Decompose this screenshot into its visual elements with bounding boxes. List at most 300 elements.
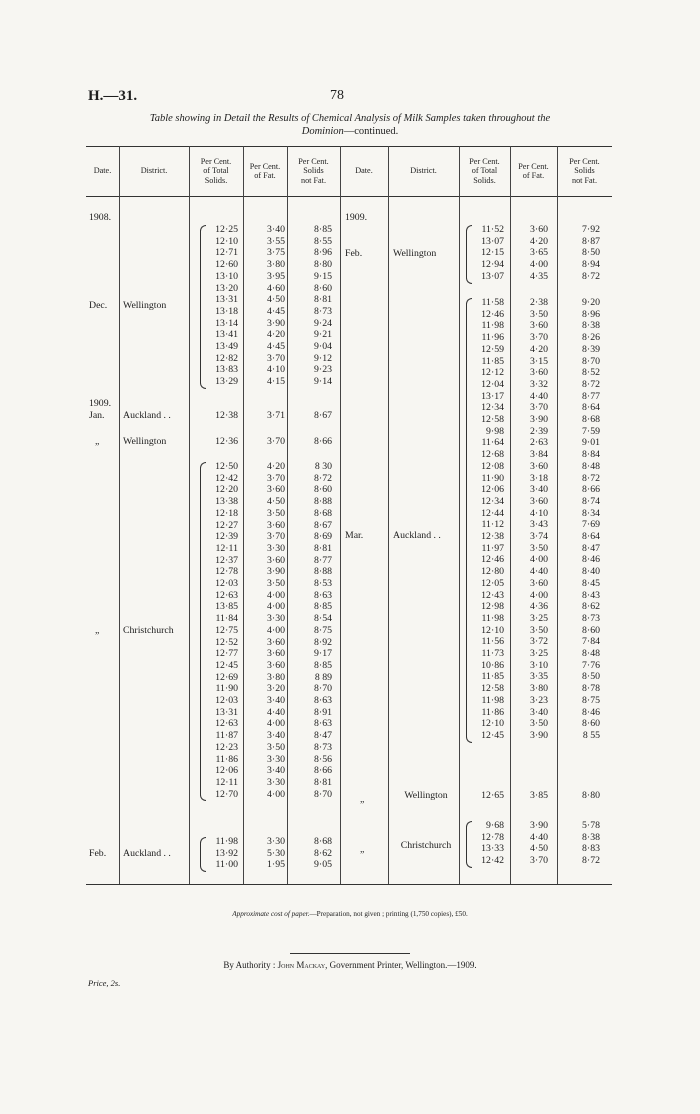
left-solids-not-fat-value: 8·60: [314, 484, 332, 496]
left-fat-value: 3·40: [267, 224, 285, 235]
column-rule: [459, 146, 460, 884]
left-fat-value: 4·20: [267, 329, 285, 341]
left-solids-not-fat-value: 8·73: [314, 741, 332, 753]
right-fat-value: 3·70: [530, 855, 548, 867]
table-top-rule: [86, 146, 612, 147]
right-fat-value: 3·65: [530, 247, 548, 259]
left-total-solids-value: 12·20: [215, 484, 238, 496]
right-total-solids-value: 12·68: [481, 449, 504, 461]
left-total-solids-value: 12·23: [215, 741, 238, 753]
right-total-solids-value: 9·98: [486, 425, 504, 437]
left-total-solids-value: 13·85: [215, 601, 238, 613]
left-solids-not-fat-value: 9·15: [314, 270, 332, 282]
right-fat-value: 3·74: [530, 531, 548, 542]
right-total-solids-value: 11·98: [481, 612, 504, 624]
right-fat-value: 3·85: [530, 790, 548, 801]
price: Price, 2s.: [88, 978, 121, 988]
right-fat-value: 3·70: [530, 332, 548, 344]
right-total-solids-value: 12·45: [481, 729, 504, 741]
right-fat-value: 3·43: [530, 519, 548, 531]
right-fat-value: 3·60: [530, 367, 548, 379]
left-fat-value: 4·15: [267, 376, 285, 388]
left-fat-value: 3·70: [267, 352, 285, 364]
right-fat-value: 4·20: [530, 235, 548, 247]
right-total-solids-value: 12·44: [481, 507, 504, 519]
right-fat-value: 3·72: [530, 636, 548, 648]
left-total-solids-value: 13·31: [215, 294, 238, 306]
left-month-jan: Jan.: [89, 410, 105, 421]
right-solids-not-fat-value: 8·64: [582, 531, 600, 542]
left-fat-value: 3·95: [267, 270, 285, 282]
right-fat-value: 4·10: [530, 507, 548, 519]
left-total-solids-value: 12·60: [215, 259, 238, 271]
right-fat-value: 2·39: [530, 425, 548, 437]
left-solids-not-fat-value: 8·96: [314, 247, 332, 259]
right-solids-not-fat-value: 8·52: [582, 367, 600, 379]
left-fat-value: 3·80: [267, 259, 285, 271]
left-fat-value: 4·20: [267, 461, 285, 472]
left-total-solids-value: 12·38: [215, 410, 238, 421]
right-fat-value: 2·63: [530, 437, 548, 449]
right-district-christchurch: Christchurch: [400, 840, 452, 851]
left-total-solids-value: 11·00: [215, 859, 238, 871]
right-total-solids-value: 13·17: [481, 390, 504, 402]
left-solids-not-fat-value: 8·75: [314, 624, 332, 636]
right-fat-value: 3·40: [530, 706, 548, 718]
left-solids-not-fat-value: 9·12: [314, 352, 332, 364]
right-solids-not-fat-value: 5·78: [582, 820, 600, 831]
left-solids-not-fat-value: 8·53: [314, 578, 332, 589]
right-fat-value: 4·40: [530, 566, 548, 578]
left-total-solids-value: 11·87: [215, 730, 238, 742]
left-total-solids-value: 13·92: [215, 847, 238, 859]
right-solids-not-fat-value: 8·48: [582, 648, 600, 659]
right-total-solids-value: 11·90: [481, 472, 504, 484]
right-header-fat: Per Cent. of Fat.: [518, 161, 549, 180]
left-solids-not-fat-value: 8·85: [314, 601, 332, 613]
left-solids-not-fat-value: 8·67: [314, 410, 332, 421]
right-solids-not-fat-value: 8·39: [582, 343, 600, 355]
left-solids-not-fat-value: 8·81: [314, 542, 332, 554]
column-rule: [388, 146, 389, 884]
left-solids-not-fat-value: 8·62: [314, 847, 332, 859]
left-total-solids-value: 13·10: [215, 270, 238, 282]
right-header-date: Date.: [355, 166, 373, 176]
left-year-1908: 1908.: [89, 212, 112, 223]
left-group-brace: [200, 462, 206, 801]
right-solids-not-fat-value: 8 55: [582, 729, 600, 741]
right-total-solids-value: 12·15: [481, 247, 504, 259]
left-solids-not-fat-value: 8·56: [314, 753, 332, 765]
right-total-solids-value: 13·33: [481, 843, 504, 855]
left-district-feb-auckland: Auckland . .: [123, 848, 171, 859]
left-solids-not-fat-value: 8·63: [314, 589, 332, 601]
right-fat-value: 4·35: [530, 270, 548, 282]
left-total-solids-value: 12·45: [215, 659, 238, 671]
left-fat-value: 3·60: [267, 484, 285, 496]
right-total-solids-value: 12·98: [481, 601, 504, 613]
right-total-solids-value: 11·12: [481, 519, 504, 531]
left-fat-value: 3·50: [267, 578, 285, 589]
left-fat-value: 5·30: [267, 847, 285, 859]
left-total-solids-value: 12·82: [215, 352, 238, 364]
left-fat-value: 4·10: [267, 364, 285, 376]
right-solids-not-fat-value: 8·72: [582, 855, 600, 867]
column-rule: [557, 146, 558, 884]
right-solids-not-fat-value: 8·74: [582, 495, 600, 507]
right-solids-not-fat-value: 8·83: [582, 843, 600, 855]
right-total-solids-value: 12·34: [481, 495, 504, 507]
left-solids-not-fat-value: 8·85: [314, 224, 332, 235]
right-total-solids-value: 11·58: [481, 297, 504, 308]
right-total-solids-value: 12·08: [481, 460, 504, 472]
left-total-solids-value: 13·38: [215, 496, 238, 508]
cost-note-label: Approximate cost of paper.: [232, 910, 310, 918]
left-solids-not-fat-value: 9·24: [314, 317, 332, 329]
left-total-solids-value: 11·90: [215, 683, 238, 695]
right-total-solids-value: 12·10: [481, 718, 504, 730]
right-fat-value: 3·70: [530, 402, 548, 414]
column-rule: [243, 146, 244, 884]
right-solids-not-fat-value: 8·72: [582, 270, 600, 282]
right-solids-not-fat-value: 7·69: [582, 519, 600, 531]
left-solids-not-fat-value: 8·68: [314, 507, 332, 519]
right-total-solids-value: 11·64: [481, 437, 504, 449]
right-solids-not-fat-value: 8·26: [582, 332, 600, 344]
printer-name: John Mackay: [277, 960, 326, 970]
left-fat-value: 3·90: [267, 566, 285, 578]
left-fat-value: 3·75: [267, 247, 285, 259]
authority-prefix: By Authority :: [223, 960, 276, 970]
right-fat-value: 3·40: [530, 484, 548, 496]
left-fat-value: 4·00: [267, 589, 285, 601]
left-total-solids-value: 13·18: [215, 305, 238, 317]
right-total-solids-value: 12·46: [481, 308, 504, 320]
right-solids-not-fat-value: 8·68: [582, 414, 600, 425]
right-solids-not-fat-value: 8·46: [582, 554, 600, 566]
left-total-solids-value: 12·39: [215, 531, 238, 543]
right-solids-not-fat-value: 8·96: [582, 308, 600, 320]
left-solids-not-fat-value: 8·77: [314, 554, 332, 566]
right-total-solids-value: 12·04: [481, 378, 504, 390]
table-bottom-rule: [86, 884, 612, 885]
right-total-solids-value: 12·38: [481, 531, 504, 542]
right-solids-not-fat-value: 8·72: [582, 472, 600, 484]
left-total-solids-value: 12·03: [215, 695, 238, 706]
right-group-brace: [466, 298, 472, 743]
right-solids-not-fat-value: 8·87: [582, 235, 600, 247]
right-total-solids-value: 12·65: [481, 790, 504, 801]
right-solids-not-fat-value: 8·40: [582, 566, 600, 578]
right-fat-value: 4·50: [530, 843, 548, 855]
left-fat-value: 3·55: [267, 235, 285, 247]
left-total-solids-value: 12·71: [215, 247, 238, 259]
left-total-solids-value: 13·31: [215, 706, 238, 718]
left-solids-not-fat-value: 8·67: [314, 519, 332, 531]
right-fat-value: 3·60: [530, 320, 548, 332]
table-title: [88, 112, 612, 138]
left-total-solids-value: 12·25: [215, 224, 238, 235]
right-fat-value: 3·60: [530, 460, 548, 472]
right-solids-not-fat-value: 8·77: [582, 390, 600, 402]
left-fat-value: 3·30: [267, 753, 285, 765]
left-solids-not-fat-value: 8 89: [314, 671, 332, 683]
right-total-solids-value: 9·68: [486, 820, 504, 831]
left-solids-not-fat-value: 8·73: [314, 305, 332, 317]
left-fat-value: 3·40: [267, 695, 285, 706]
right-fat-value: 3·84: [530, 449, 548, 461]
left-fat-value: 3·60: [267, 554, 285, 566]
left-fat-value: 4·45: [267, 305, 285, 317]
left-group-brace: [200, 225, 206, 389]
authority-suffix: , Government Printer, Wellington.—1909.: [325, 960, 477, 970]
left-fat-value: 3·70: [267, 531, 285, 543]
right-fat-value: 3·80: [530, 683, 548, 695]
left-total-solids-value: 12·10: [215, 235, 238, 247]
right-district-mar: Auckland . .: [393, 530, 441, 541]
left-fat-value: 3·30: [267, 613, 285, 625]
right-total-solids-value: 12·78: [481, 831, 504, 843]
right-group-brace: [466, 821, 472, 868]
left-total-solids-value: 12·18: [215, 507, 238, 519]
left-ditto-wellington: „: [95, 436, 100, 447]
left-solids-not-fat-value: 8·66: [314, 436, 332, 447]
left-solids-not-fat-value: 8·81: [314, 776, 332, 788]
right-header-district: District.: [410, 166, 437, 176]
left-fat-value: 4·45: [267, 341, 285, 352]
left-district-dec: Wellington: [123, 300, 167, 312]
left-fat-value: 3·20: [267, 683, 285, 695]
left-solids-not-fat-value: 8·47: [314, 730, 332, 742]
left-fat-value: 3·70: [267, 436, 285, 447]
right-solids-not-fat-value: 8·70: [582, 355, 600, 367]
left-fat-value: 3·60: [267, 636, 285, 648]
left-fat-value: 3·90: [267, 317, 285, 329]
left-fat-value: 3·30: [267, 776, 285, 788]
column-rule: [119, 146, 120, 884]
right-total-solids-value: 11·56: [481, 636, 504, 648]
right-total-solids-value: 11·52: [481, 224, 504, 235]
right-fat-value: 3·60: [530, 224, 548, 235]
left-solids-not-fat-value: 9·23: [314, 364, 332, 376]
column-rule: [287, 146, 288, 884]
left-total-solids-value: 12·03: [215, 578, 238, 589]
right-solids-not-fat-value: 8·43: [582, 589, 600, 601]
right-district-wellington: Wellington: [404, 790, 448, 801]
footer-rule: [290, 953, 410, 954]
left-total-solids-value: 12·37: [215, 554, 238, 566]
left-total-solids-value: 12·36: [215, 436, 238, 447]
left-header-solids-not-fat: Per Cent. Solids not Fat.: [298, 156, 329, 185]
right-solids-not-fat-value: 8·60: [582, 718, 600, 730]
right-fat-value: 3·60: [530, 495, 548, 507]
left-solids-not-fat-value: 9·21: [314, 329, 332, 341]
left-total-solids-value: 13·41: [215, 329, 238, 341]
left-solids-not-fat-value: 8·80: [314, 259, 332, 271]
column-rule: [340, 146, 341, 884]
right-solids-not-fat-value: 8·50: [582, 247, 600, 259]
left-total-solids-value: 12·27: [215, 519, 238, 531]
right-total-solids-value: 12·34: [481, 402, 504, 414]
right-fat-value: 4·00: [530, 259, 548, 271]
right-fat-value: 3·32: [530, 378, 548, 390]
right-fat-value: 4·40: [530, 390, 548, 402]
right-total-solids-value: 11·85: [481, 671, 504, 683]
right-total-solids-value: 12·05: [481, 577, 504, 589]
left-total-solids-value: 12·06: [215, 765, 238, 777]
left-fat-value: 1·95: [267, 859, 285, 871]
left-solids-not-fat-value: 8·60: [314, 282, 332, 294]
left-total-solids-value: 13·49: [215, 341, 238, 352]
page-number: 78: [330, 88, 344, 103]
left-fat-value: 4·00: [267, 601, 285, 613]
left-solids-not-fat-value: 8 30: [314, 461, 332, 472]
right-solids-not-fat-value: 8·84: [582, 449, 600, 461]
right-total-solids-value: 13·07: [481, 235, 504, 247]
right-solids-not-fat-value: 8·78: [582, 683, 600, 695]
left-total-solids-value: 13·20: [215, 282, 238, 294]
right-solids-not-fat-value: 8·34: [582, 507, 600, 519]
right-solids-not-fat-value: 8·38: [582, 831, 600, 843]
right-total-solids-value: 12·10: [481, 624, 504, 636]
right-solids-not-fat-value: 8·62: [582, 601, 600, 613]
left-solids-not-fat-value: 8·63: [314, 695, 332, 706]
left-solids-not-fat-value: 8·68: [314, 836, 332, 847]
right-solids-not-fat-value: 8·45: [582, 577, 600, 589]
left-total-solids-value: 12·77: [215, 648, 238, 660]
left-month-feb: Feb.: [89, 848, 107, 859]
left-solids-not-fat-value: 8·54: [314, 613, 332, 625]
left-solids-not-fat-value: 9·04: [314, 341, 332, 352]
left-fat-value: 3·80: [267, 671, 285, 683]
left-total-solids-value: 12·75: [215, 624, 238, 636]
right-total-solids-value: 12·58: [481, 683, 504, 695]
right-fat-value: 4·36: [530, 601, 548, 613]
left-fat-value: 3·70: [267, 472, 285, 484]
left-ditto-christchurch: „: [95, 624, 100, 636]
right-solids-not-fat-value: 8·73: [582, 612, 600, 624]
right-solids-not-fat-value: 8·75: [582, 694, 600, 706]
right-fat-value: 4·00: [530, 589, 548, 601]
left-fat-value: 3·40: [267, 765, 285, 777]
right-total-solids-value: 11·97: [481, 542, 504, 554]
right-solids-not-fat-value: 8·50: [582, 671, 600, 683]
left-solids-not-fat-value: 8·88: [314, 496, 332, 508]
right-fat-value: 3·18: [530, 472, 548, 484]
left-fat-value: 3·60: [267, 519, 285, 531]
right-total-solids-value: 11·73: [481, 648, 504, 659]
left-solids-not-fat-value: 8·88: [314, 566, 332, 578]
right-ditto-wellington: „: [360, 794, 365, 805]
left-fat-value: 3·71: [267, 410, 285, 421]
right-total-solids-value: 12·06: [481, 484, 504, 496]
left-fat-value: 4·60: [267, 282, 285, 294]
right-total-solids-value: 12·80: [481, 566, 504, 578]
right-solids-not-fat-value: 9·01: [582, 437, 600, 449]
left-district-wellington: Wellington: [123, 436, 167, 447]
right-solids-not-fat-value: 8·94: [582, 259, 600, 271]
right-fat-value: 3·60: [530, 577, 548, 589]
right-solids-not-fat-value: 8·64: [582, 402, 600, 414]
right-total-solids-value: 12·42: [481, 855, 504, 867]
left-total-solids-value: 12·11: [215, 542, 238, 554]
left-solids-not-fat-value: 8·70: [314, 683, 332, 695]
left-total-solids-value: 11·98: [215, 836, 238, 847]
right-group-brace: [466, 225, 472, 284]
right-solids-not-fat-value: 8·38: [582, 320, 600, 332]
right-total-solids-value: 12·12: [481, 367, 504, 379]
left-total-solids-value: 12·63: [215, 589, 238, 601]
left-solids-not-fat-value: 8·66: [314, 765, 332, 777]
right-year-1909: 1909.: [345, 212, 368, 223]
right-fat-value: 3·50: [530, 542, 548, 554]
left-fat-value: 4·50: [267, 496, 285, 508]
right-fat-value: 4·00: [530, 554, 548, 566]
cost-note: [0, 910, 700, 918]
left-fat-value: 4·00: [267, 788, 285, 800]
left-fat-value: 3·30: [267, 836, 285, 847]
left-solids-not-fat-value: 8·85: [314, 659, 332, 671]
left-fat-value: 4·50: [267, 294, 285, 306]
right-solids-not-fat-value: 8·72: [582, 378, 600, 390]
right-header-solids-not-fat: Per Cent. Solids not Fat.: [569, 156, 600, 185]
left-solids-not-fat-value: 8·72: [314, 472, 332, 484]
left-group-brace: [200, 837, 206, 872]
left-solids-not-fat-value: 9·05: [314, 859, 332, 871]
left-total-solids-value: 12·70: [215, 788, 238, 800]
left-solids-not-fat-value: 8·81: [314, 294, 332, 306]
left-header-fat: Per Cent. of Fat.: [249, 161, 281, 180]
table-head-rule: [86, 196, 612, 197]
right-fat-value: 3·15: [530, 355, 548, 367]
right-fat-value: 3·23: [530, 694, 548, 706]
right-total-solids-value: 10·86: [481, 659, 504, 671]
left-solids-not-fat-value: 9·17: [314, 648, 332, 660]
right-fat-value: 3·25: [530, 612, 548, 624]
right-total-solids-value: 11·86: [481, 706, 504, 718]
printer-authority: [0, 960, 700, 970]
left-total-solids-value: 12·52: [215, 636, 238, 648]
left-total-solids-value: 12·42: [215, 472, 238, 484]
title-dominion: Dominion: [301, 126, 344, 137]
left-solids-not-fat-value: 8·70: [314, 788, 332, 800]
right-fat-value: 3·50: [530, 718, 548, 730]
right-solids-not-fat-value: 7·76: [582, 659, 600, 671]
left-header-total-solids: Per Cent. of Total Solids.: [200, 156, 232, 185]
left-solids-not-fat-value: 8·91: [314, 706, 332, 718]
left-district-jan: Auckland . .: [123, 410, 171, 421]
left-total-solids-value: 12·69: [215, 671, 238, 683]
right-fat-value: 3·25: [530, 648, 548, 659]
left-fat-value: 3·60: [267, 648, 285, 660]
right-total-solids-value: 12·59: [481, 343, 504, 355]
right-total-solids-value: 12·43: [481, 589, 504, 601]
right-fat-value: 3·90: [530, 729, 548, 741]
left-solids-not-fat-value: 8·63: [314, 718, 332, 730]
right-fat-value: 4·20: [530, 343, 548, 355]
left-total-solids-value: 13·29: [215, 376, 238, 388]
right-fat-value: 3·10: [530, 659, 548, 671]
right-total-solids-value: 11·98: [481, 694, 504, 706]
left-total-solids-value: 11·86: [215, 753, 238, 765]
right-total-solids-value: 11·98: [481, 320, 504, 332]
right-solids-not-fat-value: 7·92: [582, 224, 600, 235]
right-fat-value: 2·38: [530, 297, 548, 308]
left-fat-value: 3·30: [267, 542, 285, 554]
right-fat-value: 3·90: [530, 414, 548, 425]
left-solids-not-fat-value: 8·92: [314, 636, 332, 648]
right-fat-value: 3·35: [530, 671, 548, 683]
